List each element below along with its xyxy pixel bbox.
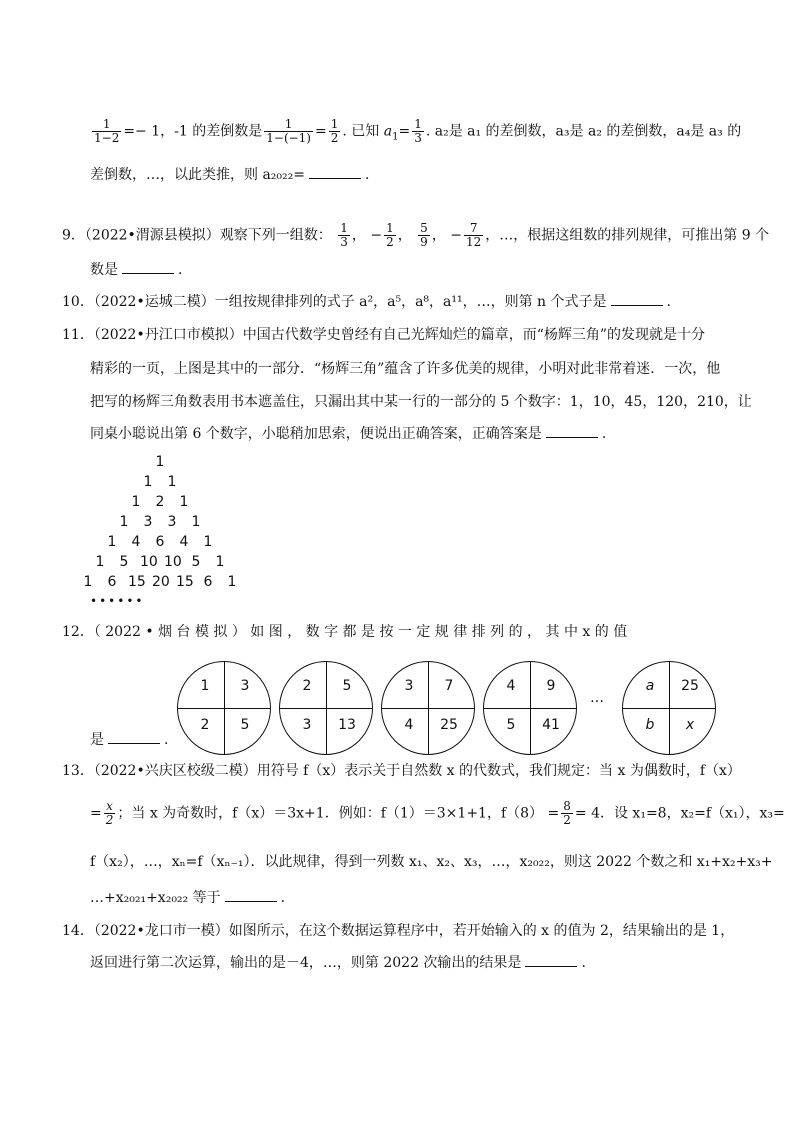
triangle-number: 5 bbox=[191, 554, 201, 570]
triangle-number: 4 bbox=[131, 534, 141, 550]
q11-line3: 把写的杨辉三角数表用书本遮盖住，只漏出其中某一行的一部分的 5 个数字：1，10，45，120，210，让 bbox=[90, 394, 752, 410]
triangle-number: 3 bbox=[143, 514, 153, 530]
triangle-number: 1 bbox=[143, 474, 153, 490]
pattern-circle bbox=[381, 661, 475, 755]
triangle-number: 1 bbox=[83, 574, 93, 590]
q8-frac2: $\frac{1}{1-(-1)}$ bbox=[266, 117, 311, 145]
q9-frac1: $\frac{1}{3}$ bbox=[340, 221, 348, 249]
pattern-circle bbox=[279, 661, 373, 755]
triangle-number: 1 bbox=[191, 514, 201, 530]
q13-answer-blank[interactable] bbox=[225, 889, 277, 902]
triangle-number: 1 bbox=[155, 454, 165, 470]
triangle-number: 6 bbox=[203, 574, 213, 590]
q13-line3: f（x₂），…，xₙ=f（xₙ₋₁）．以此规律，得到一列数 x₁、x₂、x₃，…，x₂₀₂₂，则这 2022 个数之和 x₁+x₂+x₃+ bbox=[90, 854, 773, 870]
q13-line1: 13．（2022•兴庆区校级二模）用符号 f（x）表示关于自然数 x 的代数式，我们规定：当 x 为偶数时，f（x） bbox=[62, 763, 741, 779]
q13-line2: = $\frac{x}{2}$ ；当 x 为奇数时，f（x）＝3x+1．例如：f（1）＝3×1+1，f（8） = $\frac{8}{2}$ = 4．设 x₁=8，x₂=f（x₁），x₃= bbox=[90, 799, 785, 827]
pattern-circle bbox=[622, 661, 716, 755]
circle-vertical-divider bbox=[669, 662, 670, 754]
circle-vertical-divider bbox=[224, 662, 225, 754]
triangle-number: 15 bbox=[176, 574, 194, 590]
circle-ellipsis: … bbox=[590, 690, 604, 706]
triangle-number: 1 bbox=[227, 574, 237, 590]
triangle-number: 4 bbox=[179, 534, 189, 550]
circle-cell-tr: 9 bbox=[546, 678, 556, 694]
triangle-number: 20 bbox=[152, 574, 170, 590]
q9-line1: 9．（2022•渭源县模拟）观察下列一组数： $\frac{1}{3}$ ， − $\frac{1}{2}$ ， $\frac{5}{9}$ ， − $\frac{7}{12}$ ，…，根据这组数的排列规律，可推出第 9 个 bbox=[62, 221, 770, 249]
triangle-number: 1 bbox=[131, 494, 141, 510]
q12-line1: 12．（ 2022 • 烟 台 模 拟 ） 如 图 ， 数 字 都 是 按 一 定 规 律 排 列 的 ， 其 中 x 的 值 bbox=[62, 624, 628, 640]
q13-line4: …+x₂₀₂₁+x₂₀₂₂ 等于 . bbox=[90, 890, 286, 906]
circle-cell-br: 25 bbox=[440, 717, 458, 733]
q12-answer-blank[interactable] bbox=[108, 731, 160, 744]
q8-a1-frac: $\frac{1}{3}$ bbox=[414, 117, 422, 145]
triangle-number: 1 bbox=[167, 474, 177, 490]
triangle-number: 1 bbox=[107, 534, 117, 550]
q14-answer-blank[interactable] bbox=[525, 954, 577, 967]
circle-cell-br: 41 bbox=[542, 717, 560, 733]
q13-fx-frac: $\frac{x}{2}$ bbox=[105, 799, 114, 827]
circle-vertical-divider bbox=[428, 662, 429, 754]
triangle-number: 2 bbox=[155, 494, 165, 510]
triangle-number: 10 bbox=[164, 554, 182, 570]
q13-f8-frac: $\frac{8}{2}$ bbox=[563, 799, 571, 827]
triangle-number: 5 bbox=[119, 554, 129, 570]
circle-cell-tr: 5 bbox=[342, 678, 352, 694]
circle-cell-tr: 7 bbox=[444, 678, 454, 694]
triangle-number: 10 bbox=[140, 554, 158, 570]
circle-vertical-divider bbox=[530, 662, 531, 754]
circle-cell-tl: 4 bbox=[506, 678, 516, 694]
triangle-number: 1 bbox=[95, 554, 105, 570]
q11-line2: 精彩的一页，上图是其中的一部分．“杨辉三角”蕴含了许多优美的规律，小明对此非常着迷．一次，他 bbox=[90, 361, 721, 377]
circle-cell-tr: 25 bbox=[681, 678, 699, 694]
circle-cell-tl: 3 bbox=[404, 678, 414, 694]
q9-frac2: $\frac{1}{2}$ bbox=[386, 221, 394, 249]
triangle-number: 6 bbox=[107, 574, 117, 590]
circle-vertical-divider bbox=[326, 662, 327, 754]
q10-answer-blank[interactable] bbox=[611, 293, 663, 306]
q12-line2: 是 . bbox=[90, 732, 169, 748]
circle-cell-bl: b bbox=[645, 717, 655, 733]
triangle-continuation-dots: •••••• bbox=[90, 594, 145, 608]
q10-line: 10．（2022•运城二模）一组按规律排列的式子 a²，a⁵，a⁸，a¹¹，…，则第 n 个式子是 . bbox=[62, 294, 671, 310]
q9-frac4: $\frac{7}{12}$ bbox=[466, 221, 482, 249]
triangle-number: 3 bbox=[167, 514, 177, 530]
q8-line2: 差倒数，…，以此类推，则 a₂₀₂₂= . bbox=[90, 167, 370, 183]
triangle-number: 15 bbox=[128, 574, 146, 590]
triangle-number: 6 bbox=[155, 534, 165, 550]
circle-cell-tl: a bbox=[645, 678, 655, 694]
circle-cell-bl: 5 bbox=[506, 717, 516, 733]
q8-answer-blank[interactable] bbox=[309, 166, 361, 179]
q11-line4: 同桌小聪说出第 6 个数字，小聪稍加思索，便说出正确答案，正确答案是 . bbox=[90, 426, 607, 442]
q8-line1: $\frac{1}{1-2}$ =− 1，-1 的差倒数是 $\frac{1}{1-(-1)}$ = $\frac{1}{2}$ . 已知 $a_1=$ $\frac{1}{3}$ . a₂是 a₁ 的差倒数，a₃是 a₂ 的差倒数，a₄是 a₃ 的 bbox=[94, 117, 742, 145]
q8-frac1: $\frac{1}{1-2}$ bbox=[94, 117, 120, 145]
q14-line1: 14．（2022•龙口市一模）如图所示，在这个数据运算程序中，若开始输入的 x 的值为 2，结果输出的是 1， bbox=[62, 923, 735, 939]
circle-cell-bl: 4 bbox=[404, 717, 414, 733]
triangle-number: 1 bbox=[203, 534, 213, 550]
q11-answer-blank[interactable] bbox=[546, 425, 598, 438]
q9-answer-blank[interactable] bbox=[122, 261, 174, 274]
circle-cell-tl: 1 bbox=[200, 678, 210, 694]
pattern-circle bbox=[483, 661, 577, 755]
circle-cell-tr: 3 bbox=[240, 678, 250, 694]
circle-cell-tl: 2 bbox=[302, 678, 312, 694]
q8-frac2-result: $\frac{1}{2}$ bbox=[330, 117, 339, 145]
circle-cell-bl: 3 bbox=[302, 717, 312, 733]
q9-line2: 数是 . bbox=[90, 262, 183, 278]
triangle-number: 1 bbox=[215, 554, 225, 570]
circle-cell-bl: 2 bbox=[200, 717, 210, 733]
q9-frac3: $\frac{5}{9}$ bbox=[420, 221, 428, 249]
circle-cell-br: 5 bbox=[240, 717, 250, 733]
pattern-circle bbox=[177, 661, 271, 755]
triangle-number: 1 bbox=[119, 514, 129, 530]
circle-cell-br: x bbox=[685, 717, 695, 733]
circle-cell-br: 13 bbox=[338, 717, 356, 733]
q14-line2: 返回进行第二次运算，输出的是－4，…，则第 2022 次输出的结果是 . bbox=[90, 955, 586, 971]
q11-line1: 11．（2022•丹江口市模拟）中国古代数学史曾经有自己光辉灿烂的篇章，而“杨辉三角”的发现就是十分 bbox=[62, 327, 706, 343]
triangle-number: 1 bbox=[179, 494, 189, 510]
